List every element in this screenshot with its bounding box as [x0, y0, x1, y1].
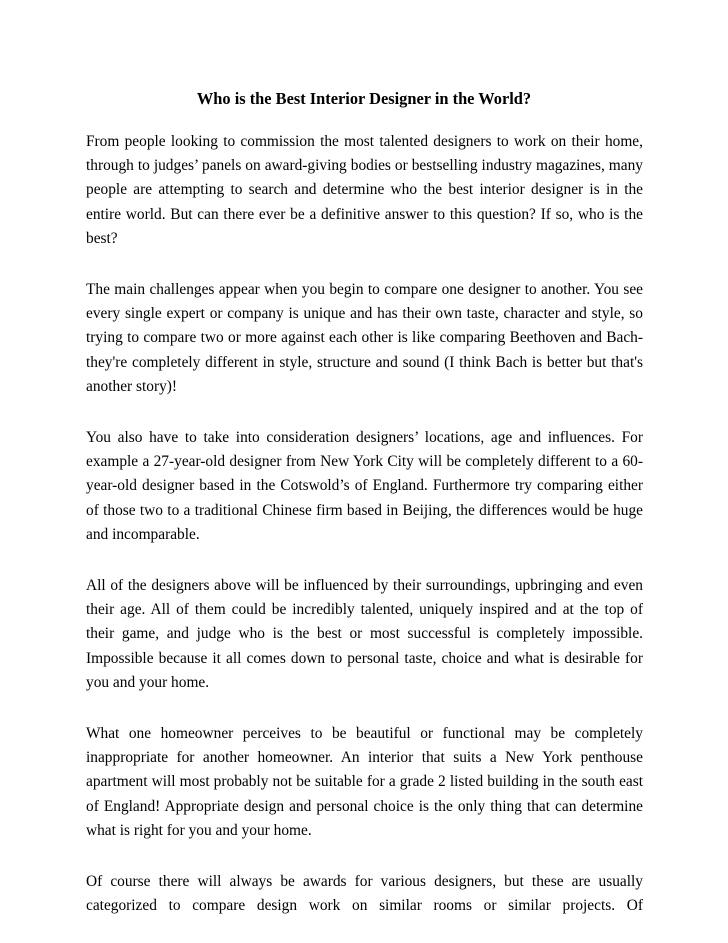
document-title: Who is the Best Interior Designer in the World?	[196, 89, 532, 108]
paragraph-2: The main challenges appear when you begin to compare one designer to another. You see every single expert or company is unique and has their own taste, character and style, so trying to compare two or more against each other is like comparing Beethoven and Bach- they're completely different in style, structure and sound (I think Bach is better but that's another story)!	[86, 281, 643, 395]
paragraph-1: From people looking to commission the most talented designers to work on their home, through to judges’ panels on award-giving bodies or bestselling industry magazines, many people are attempting to search and determine who the best interior designer is in the entire world. But can there ever be a definitive answer to this question? If so, who is the best?	[86, 133, 643, 247]
paragraph-6: Of course there will always be awards for various designers, but these are usually categorized to compare design work on similar rooms or similar projects. Of	[86, 873, 643, 915]
paragraph-3: You also have to take into consideration designers’ locations, age and influences. For example a 27-year-old designer from New York City will be completely different to a 60-year-old designer based in the Cotswold’s of England. Furthermore try comparing either of those two to a traditional Chinese firm based in Beijing, the differences would be huge and incomparable.	[86, 429, 643, 543]
document-body	[86, 130, 643, 918]
paragraph-4: All of the designers above will be influenced by their surroundings, upbringing and even their age. All of them could be incredibly talented, uniquely inspired and at the top of their game, and judge who is the best or most successful is completely impossible. Impossible because it all comes down to personal taste, choice and what is desirable for you and your home.	[86, 577, 643, 691]
paragraph-5: What one homeowner perceives to be beautiful or functional may be completely inappropriate for another homeowner. An interior that suits a New York penthouse apartment will most probably not be suitable for a grade 2 listed building in the south east of England! Appropriate design and personal choice is the only thing that can determine what is right for you and your home.	[86, 725, 643, 839]
